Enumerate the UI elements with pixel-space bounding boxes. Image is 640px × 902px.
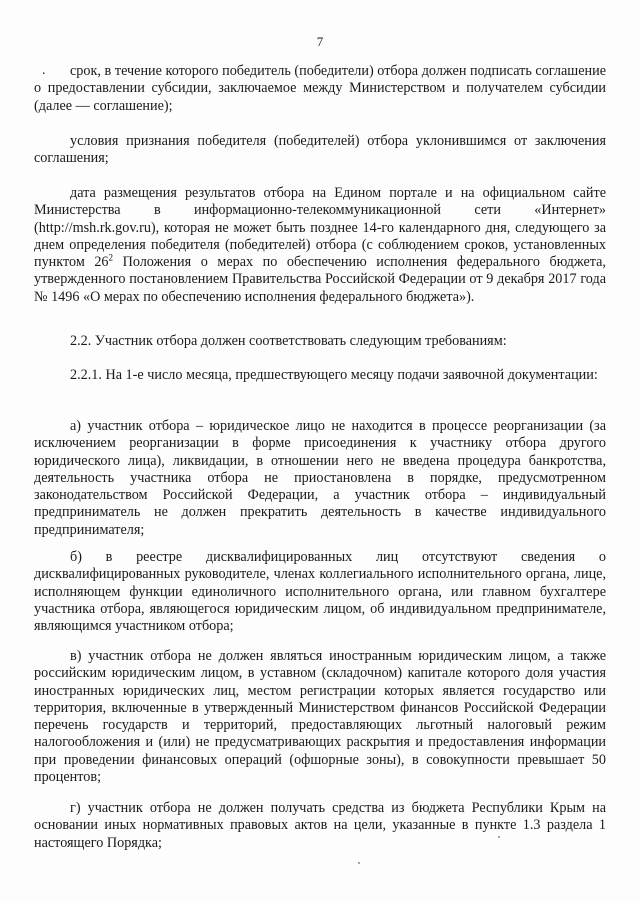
superscript-index: 2 bbox=[108, 252, 114, 263]
paragraph-evasion-conditions: условия признания победителя (победителей) отбора уклонившимся от заключения соглашения; bbox=[34, 133, 606, 167]
paragraph-item-b: б) в реестре дисквалифицированных лиц отсутствуют сведения о дисквалифицированных руководителе, членах коллегиального исполнительного органа, лице, исполняющем функции единоличного исполнительного органа, или главном бухгалтере участника отбора, являющегося юридическим лицом, об индивидуальном предпринимателе, являющимся участником отбора; bbox=[34, 549, 606, 635]
paragraph-first-day: 2.2.1. На 1-е число месяца, предшествующего месяцу подачи заявочной документации: bbox=[70, 367, 598, 383]
paragraph-item-a: а) участник отбора – юридическое лицо не находится в процессе реорганизации (за исключением реорганизации в форме присоединения к участнику отбора другого юридического лица), ликвидации, в отношении него не введена процедура банкротства, деятельность участника отбора не приостановлена в порядке, предусмотренном законодательством Российской Федерации, а участник отбора – индивидуальный предприниматель не должен прекратить деятельность в качестве индивидуального предпринимателя; bbox=[34, 418, 606, 538]
paragraph-item-g: г) участник отбора не должен получать средства из бюджета Республики Крым на основании иных нормативных правовых актов на цели, указанные в пункте 1.3 раздела 1 настоящего Порядка; bbox=[34, 800, 606, 851]
paragraph-results-date: дата размещения результатов отбора на Едином портале и на официальном сайте Министерства в информационно-телекоммуникационной сети «Интернет» (http://msh.rk.gov.ru), которая не может быть позднее 14-го календарного дня, следующего за днем определения победителя (победителей) отбора (с соблюдением сроков, установленных пунктом $26^2$ Положения о мерах по обеспечению исполнения федерального бюджета, утвержденного постановлением Правительства Российской Федерации от 9 декабря 2017 года № 1496 «О мерах по обеспечению исполнения федерального бюджета»). bbox=[34, 185, 606, 305]
stray-mark: . bbox=[42, 63, 46, 78]
paragraph-deadline: срок, в течение которого победитель (победители) отбора должен подписать соглашение о предоставлении субсидии, заключаемое между Министерством и получателем субсидии (далее — соглашение); bbox=[34, 63, 606, 114]
paragraph-requirements: 2.2. Участник отбора должен соответствовать следующим требованиям: bbox=[70, 333, 507, 349]
scan-speck bbox=[358, 862, 360, 864]
scan-speck bbox=[498, 836, 500, 838]
paragraph-item-v: в) участник отбора не должен являться иностранным юридическим лицом, а также российским юридическим лицом, в уставном (складочном) капитале которого доля участия иностранных юридических лиц, местом регистрации которых является государство или территория, включенные в утвержденный Министерством финансов Российской Федерации перечень государств и территорий, предоставляющих льготный налоговый режим налогообложения и (или) не предусматривающих раскрытия и предоставления информации при проведении финансовых операций (офшорные зоны), в совокупности превышает 50 процентов; bbox=[34, 648, 606, 786]
page-number: 7 bbox=[316, 34, 324, 49]
